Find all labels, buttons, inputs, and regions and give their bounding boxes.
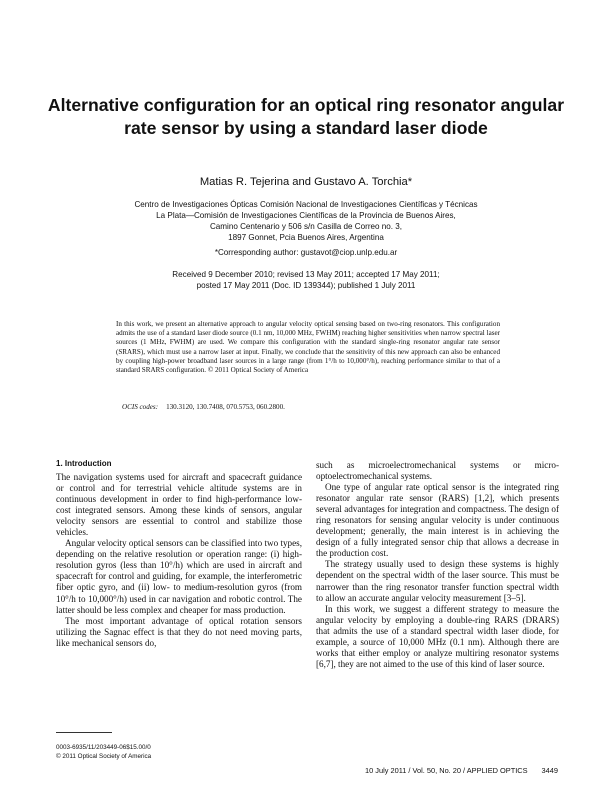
ocis-codes [116, 403, 500, 412]
journal-info: 10 July 2011 / Vol. 50, No. 20 / APPLIED OPTICS [365, 766, 528, 775]
right-column [316, 460, 559, 670]
ocis-label: OCIS codes: [122, 403, 159, 411]
affiliation-line: La Plata—Comisión de Investigaciones Científicas de la Provincia de Buenos Aires, [156, 211, 456, 221]
body-paragraph: such as microelectromechanical systems or micro-optoelectromechanical systems. [316, 460, 559, 482]
article-title: Alternative configuration for an optical ring resonator angular rate sensor by using a standard laser diode [47, 95, 565, 138]
corresponding-author: *Corresponding author: gustavot@ciop.unlp.edu.ar [214, 248, 398, 257]
body-paragraph: The most important advantage of optical rotation sensors utilizing the Sagnac effect is that they do not need moving parts, like mechanical sensors do, [56, 615, 302, 648]
footnote-code: 0003-6935/11/203449-06$15.00/0 [56, 744, 151, 751]
body-paragraph: In this work, we suggest a different strategy to measure the angular velocity by employing a double-ring RARS (DRARS) that admits the use of a standard spectral width laser diode, for example, a source of 10,000 MHz (0.1 nm). Although there are works that either employ or analyze multiring resonator systems [6,7], they are not aimed to the use of this kind of laser source. [316, 603, 559, 669]
journal-footer [325, 766, 558, 775]
affiliation-line: Camino Centenario y 506 s/n Casilla de Correo no. 3, [209, 222, 403, 232]
abstract: In this work, we present an alternative approach to angular velocity optical sensing based on two-ring resonators. This configuration admits the use of a standard laser diode source (0.1 nm, 10,000 MHz, FWHM) reaching higher sensitivities when narrow spectral laser sources (1 MHz, FWHM) are used. We compare this configuration with the standard single-ring resonator angular rate sensor (SRARS), which must use a narrow laser at input. Finally, we conclude that the sensitivity of this new approach can also be enhanced by coupling high-power broadband laser sources in a large range (from 1°/h to 10,000°/h), reaching performance similar to that of a standard SRARS configuration. © 2011 Optical Society of America [116, 320, 500, 375]
body-paragraph: The strategy usually used to design these systems is highly dependent on the spectral width of the laser source. This must be narrower than the ring resonator transfer function spectral width to allow an accurate angular velocity measurement [3–5]. [316, 559, 559, 603]
section-heading: 1. Introduction [56, 459, 112, 468]
left-column [56, 472, 302, 649]
footnote [56, 744, 151, 761]
dates-line: posted 17 May 2011 (Doc. ID 139344); published 1 July 2011 [196, 281, 416, 291]
footnote-copyright: © 2011 Optical Society of America [56, 752, 152, 760]
footnote-rule [56, 732, 112, 733]
ocis-values: 130.3120, 130.7408, 070.5753, 060.2800. [166, 403, 285, 411]
author-list: Matias R. Tejerina and Gustavo A. Torchia* [199, 176, 413, 188]
body-paragraph: Angular velocity optical sensors can be classified into two types, depending on the relative resolution or operation range: (i) high-resolution gyros (less than 10°/h) which are used in aircraft and spacecraft for control and guiding, for example, the interferometric fiber optic gyro, and (ii) low- to medium-resolution gyros (from 10°/h to 10,000°/h) used in car navigation and robotic control. The latter should be less complex and cheaper for mass production. [56, 538, 302, 615]
dates-line: Received 9 December 2010; revised 13 May 2011; accepted 17 May 2011; [172, 270, 440, 279]
body-paragraph: One type of angular rate optical sensor is the integrated ring resonator angular rate sensor (RARS) [1,2], which presents several advantages for integration and compactness. The design of ring resonators for sensing angular velocity is under continuous development; generally, the main interest is in achieving the design of a fully integrated sensor chip that allows a decrease in the production cost. [316, 482, 559, 559]
page-number: 3449 [541, 766, 558, 775]
affiliation-line: 1897 Gonnet, Pcia Buenos Aires, Argentina [228, 233, 384, 243]
publication-dates [60, 269, 552, 291]
body-paragraph: The navigation systems used for aircraft and spacecraft guidance or control and for terrestrial vehicle altitude systems are in continuous development in order to find high-performance low-cost integrated sensors. Among these kinds of sensors, angular velocity sensors are essential to control and stabilize those vehicles. [56, 472, 302, 538]
affiliation-line: Centro de Investigaciones Ópticas Comisión Nacional de Investigaciones Científicas y Técnicas [134, 200, 478, 209]
affiliation [60, 199, 552, 243]
